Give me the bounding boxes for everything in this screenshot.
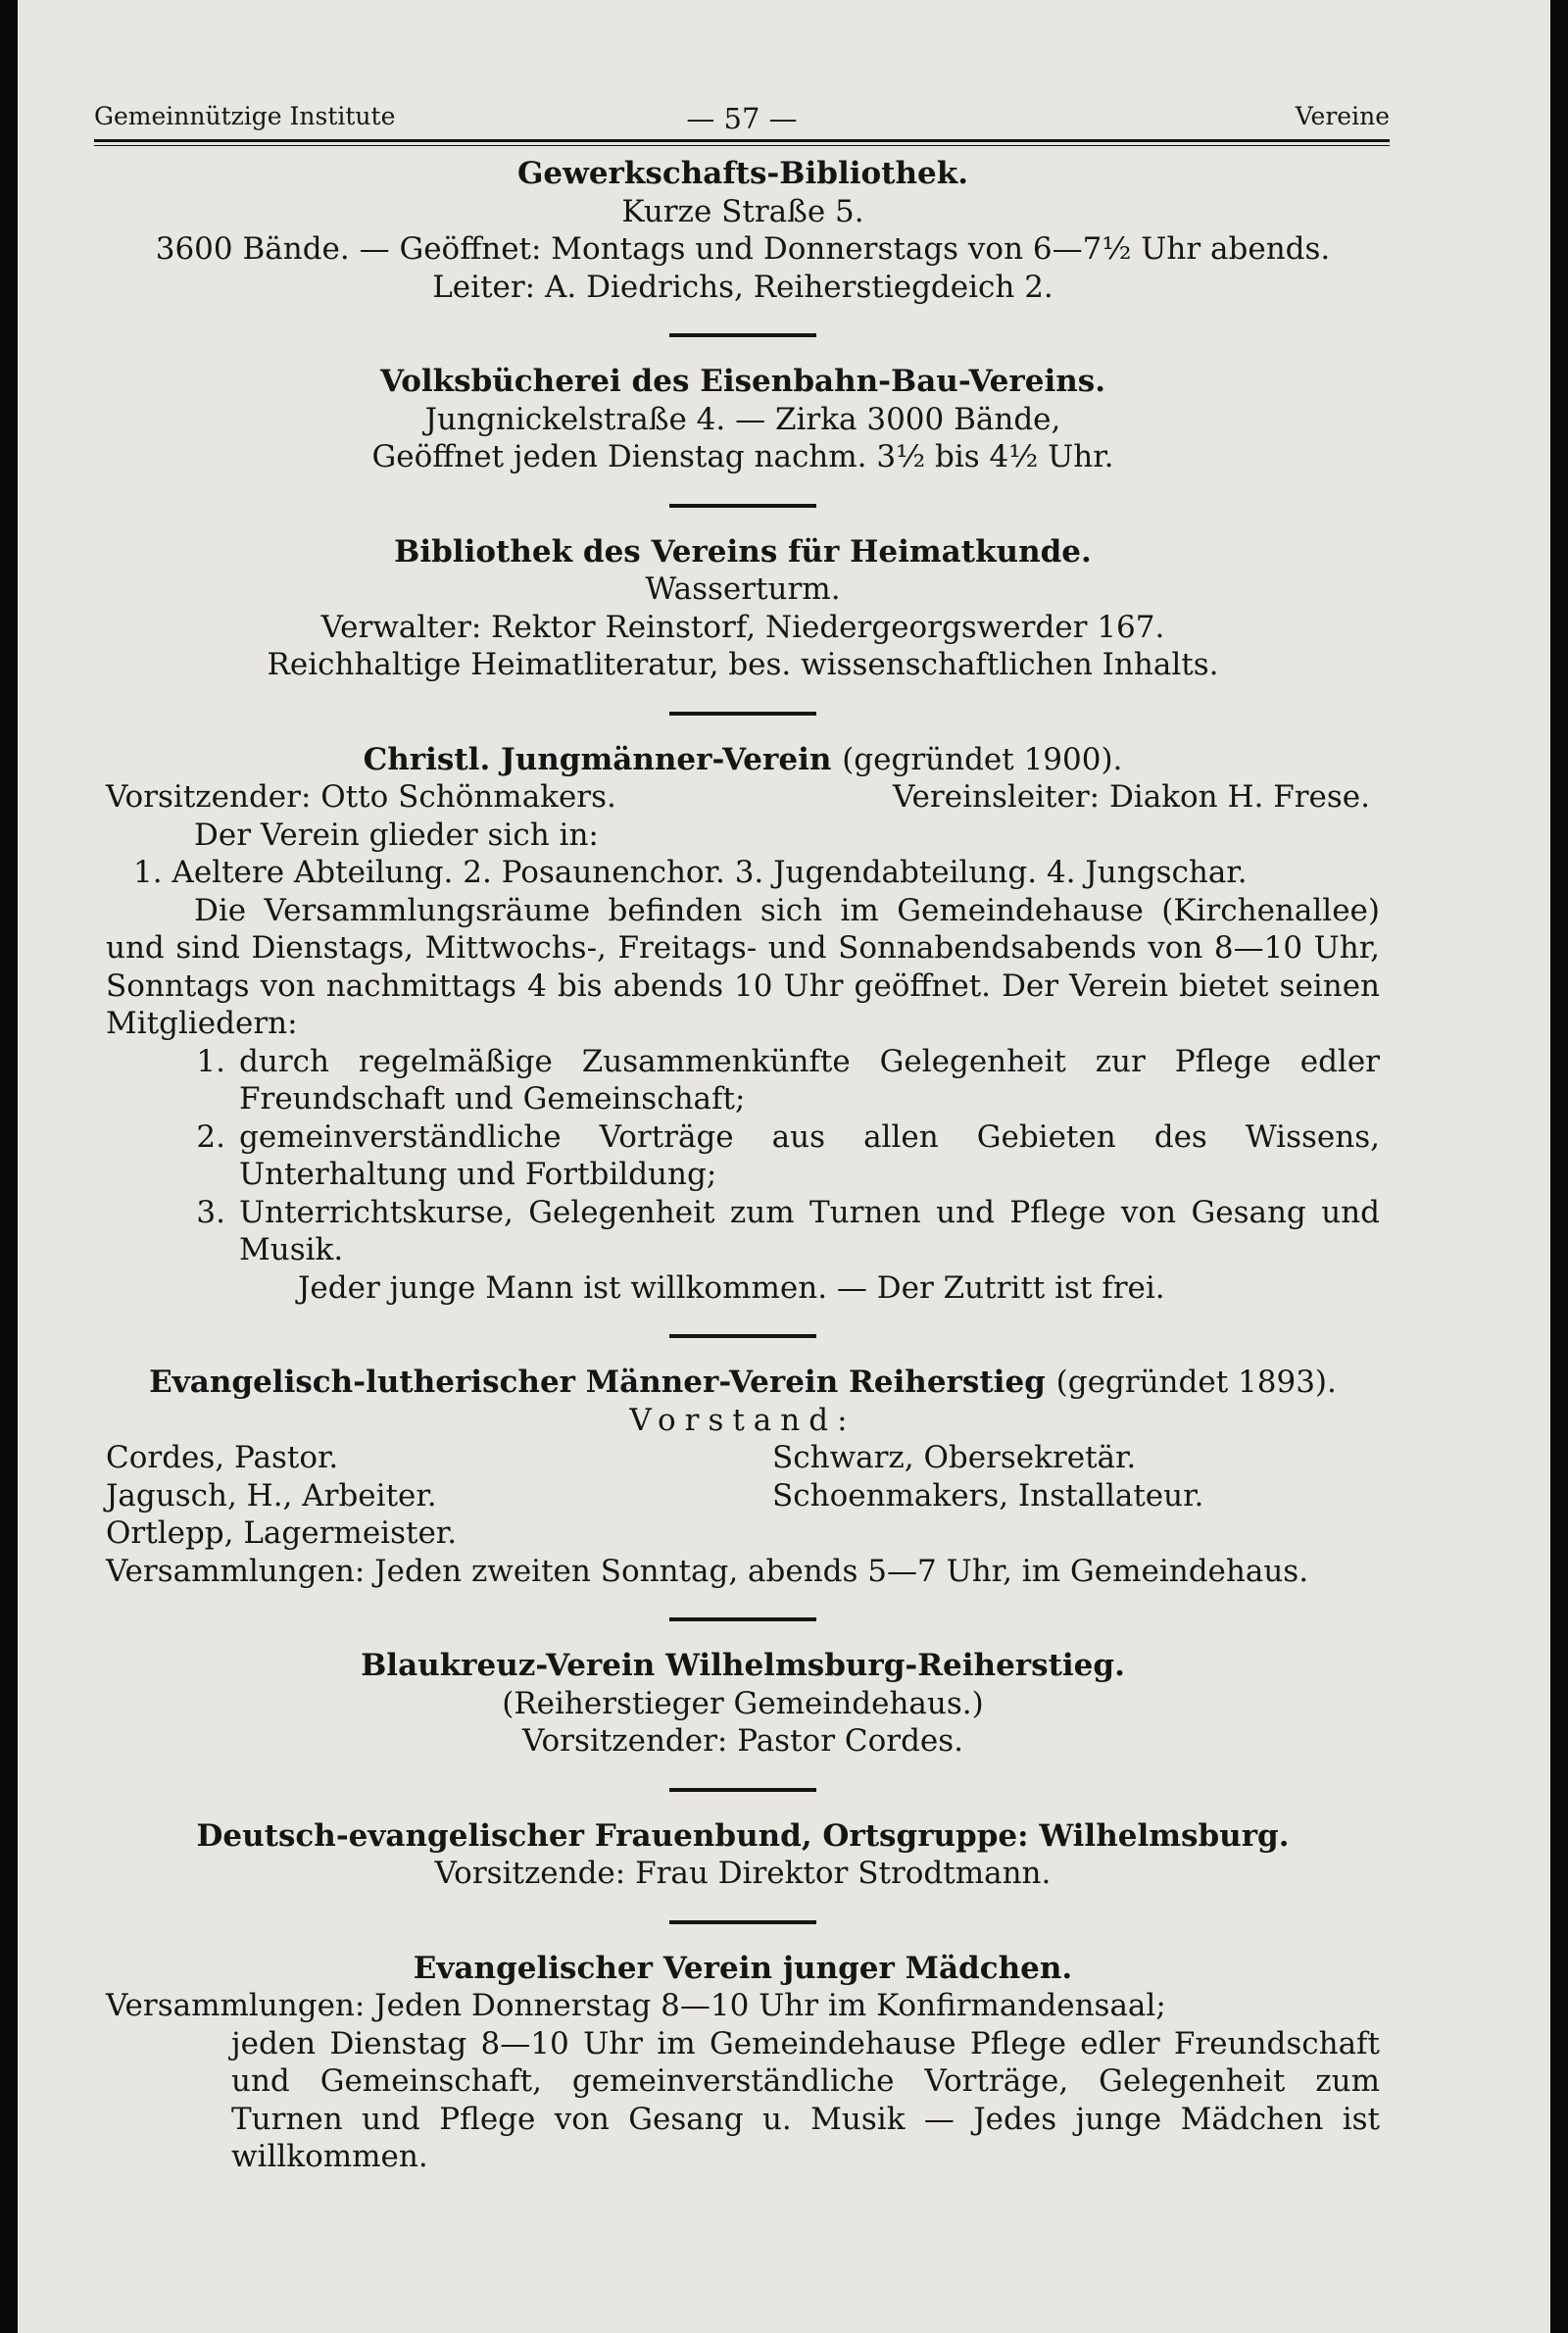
address-line: Jungnickelstraße 4. — Zirka 3000 Bände, [424, 401, 1061, 437]
title-name: Evangelisch-lutherischer Männer-Verein Reiherstieg [149, 1365, 1046, 1400]
section-title: Gewerkschafts-Bibliothek. [516, 156, 969, 191]
section-divider [669, 1920, 816, 1924]
hours-line: 3600 Bände. — Geöffnet: Montags und Donnerstags von 6—7½ Uhr abends. [155, 231, 1331, 267]
board-member: Schoenmakers, Installateur. [772, 1477, 1204, 1514]
section-title [106, 741, 1380, 779]
location-line: (Reiherstieger Gemeindehaus.) [502, 1685, 984, 1721]
running-header [94, 102, 1390, 137]
header-left: Gemeinnützige Institute [94, 102, 396, 130]
section-title: Deutsch-evangelischer Frauenbund, Ortsgruppe: Wilhelmsburg. [196, 1817, 1290, 1854]
section-title: Bibliothek des Vereins für Heimatkunde. [394, 533, 1092, 570]
section-divider [669, 504, 816, 508]
section-divider [669, 333, 816, 337]
title-founded: (gegründet 1893). [1055, 1365, 1337, 1400]
list-item [106, 1043, 1380, 1118]
page-content [106, 155, 1380, 2176]
section-title [106, 1364, 1380, 1402]
item-text: durch regelmäßige Zusammenkünfte Gelegenheit zur Pflege edler Freundschaft und Gemeinschaft; [239, 1043, 1380, 1117]
section-heimatkunde [106, 533, 1380, 684]
list-item [106, 1194, 1380, 1269]
meetings-details: jeden Dienstag 8—10 Uhr im Gemeindehause Pflege edler Freundschaft und Gemeinschaft, gemeinverständliche Vorträge, Gelegenheit zum Turnen und Pflege von Gesang u. Musik — Jedes junge Mädchen ist willkommen. [231, 2025, 1380, 2174]
section-divider [669, 1788, 816, 1792]
administrator-line: Verwalter: Rektor Reinstorf, Niedergeorgswerder 167. [320, 609, 1165, 645]
item-text: Unterrichtskurse, Gelegenheit zum Turnen und Pflege von Gesang und Musik. [239, 1194, 1380, 1267]
section-gewerkschafts-bibliothek [106, 155, 1380, 306]
board-member: Schwarz, Obersekretär. [772, 1440, 1137, 1475]
section-maenner-verein-reiherstieg [106, 1364, 1380, 1590]
section-volksbuecherei [106, 363, 1380, 476]
header-rule-thick [94, 139, 1390, 142]
title-founded: (gegründet 1900). [842, 741, 1123, 777]
item-number: 3. [196, 1194, 225, 1230]
page-number: — 57 — [686, 102, 798, 135]
item-number: 1. [196, 1043, 225, 1079]
section-divider [669, 1334, 816, 1338]
closing-line: Jeder junge Mann ist willkommen. — Der Zutritt ist frei. [298, 1269, 1165, 1306]
list-item [106, 1118, 1380, 1194]
chair-row [106, 778, 1380, 817]
meetings-line: Versammlungen: Jeden Donnerstag 8—10 Uhr im Konfirmandensaal; [106, 1988, 1166, 2023]
title-name: Christl. Jungmänner-Verein [363, 741, 832, 777]
chair-line: Vorsitzender: Pastor Cordes. [521, 1723, 964, 1759]
chair-left: Vorsitzender: Otto Schönmakers. [106, 779, 616, 815]
section-title: Volksbücherei des Eisenbahn-Bau-Vereins. [379, 364, 1106, 399]
section-blaukreuz-verein [106, 1647, 1380, 1761]
board-member: Cordes, Pastor. [106, 1440, 339, 1475]
chair-right: Vereinsleiter: Diakon H. Frese. [893, 779, 1370, 815]
section-title: Evangelischer Verein junger Mädchen. [413, 1950, 1073, 1986]
meetings-line: Versammlungen: Jeden zweiten Sonntag, abends 5—7 Uhr, im Gemeindehaus. [106, 1553, 1309, 1589]
divisions-intro: Der Verein glieder sich in: [194, 817, 599, 853]
board-member: Ortlepp, Lagermeister. [106, 1515, 458, 1551]
section-jungmaenner-verein [106, 741, 1380, 1308]
section-divider [669, 1617, 816, 1621]
leader-line: Leiter: A. Diedrichs, Reiherstiegdeich 2. [432, 269, 1054, 305]
divisions-line: 1. Aeltere Abteilung. 2. Posaunenchor. 3. Jugendabteilung. 4. Jungschar. [133, 855, 1248, 890]
hours-line: Geöffnet jeden Dienstag nachm. 3½ bis 4½ Uhr. [371, 439, 1114, 474]
section-title: Blaukreuz-Verein Wilhelmsburg-Reiherstieg. [361, 1648, 1125, 1683]
section-frauenbund [106, 1817, 1380, 1893]
item-number: 2. [196, 1118, 225, 1155]
header-rule-thin [94, 145, 1390, 146]
board-row [106, 1514, 1380, 1553]
board-member: Jagusch, H., Arbeiter. [106, 1477, 437, 1514]
board-row [106, 1477, 1380, 1515]
section-divider [669, 712, 816, 716]
description-line: Reichhaltige Heimatliteratur, bes. wissenschaftlichen Inhalts. [267, 647, 1219, 682]
book-page [18, 0, 1550, 2333]
rooms-paragraph: Die Versammlungsräume befinden sich im Gemeindehause (Kirchenallee) und sind Dienstags, Mittwochs-, Freitags- und Sonnabendsabends von 8—10 Uhr, Sonntags von nachmittags 4 bis abends 10 Uhr geöffnet. Der Verein bietet seinen Mitgliedern: [106, 892, 1380, 1041]
board-row [106, 1439, 1380, 1477]
header-right: Vereine [1295, 102, 1390, 130]
item-text: gemeinverständliche Vorträge aus allen Gebieten des Wissens, Unterhaltung und Fortbildung; [239, 1118, 1380, 1192]
location-line: Wasserturm. [645, 571, 841, 607]
address-line: Kurze Straße 5. [621, 193, 864, 229]
board-label: Vorstand: [629, 1402, 857, 1438]
section-verein-junger-maedchen [106, 1950, 1380, 2176]
chair-line: Vorsitzende: Frau Direktor Strodtmann. [434, 1856, 1052, 1891]
